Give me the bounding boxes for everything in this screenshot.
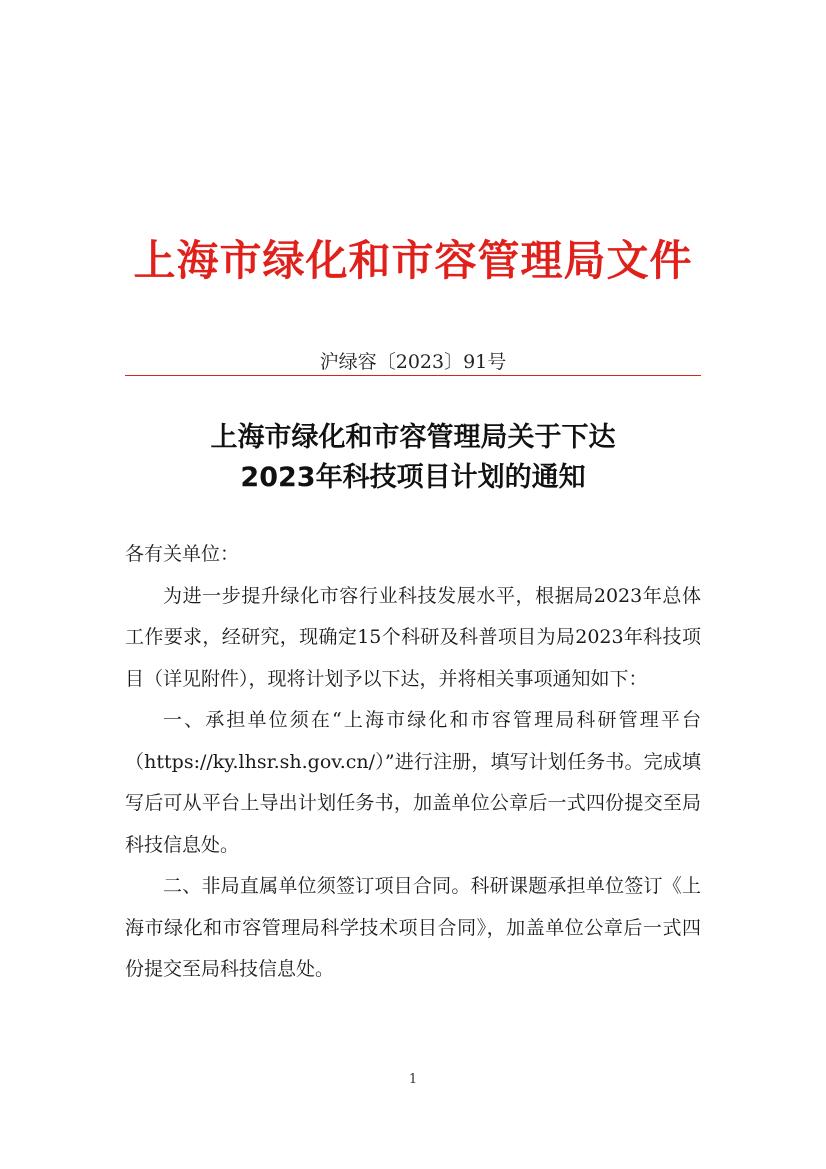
salutation: 各有关单位： [125,543,240,565]
paragraph-intro: 为进一步提升绿化市容行业科技发展水平，根据局2023年总体工作要求，经研究，现确定15个科研及科普项目为局2023年科技项目（详见附件），现将计划予以下达，并将相关事项通知如下： [125,584,701,690]
notice-body [125,534,701,991]
notice-title [0,418,826,498]
document-header-title: 上海市绿化和市容管理局文件 [133,236,693,285]
paragraph-item-2: 二、非局直属单位须签订项目合同。科研课题承担单位签订《上海市绿化和市容管理局科学技术项目合同》，加盖单位公章后一式四份提交至局科技信息处。 [125,875,701,980]
notice-title-line-2: 2023年科技项目计划的通知 [240,462,586,493]
document-number: 沪绿容〔2023〕91号 [319,351,507,373]
page-number: 1 [408,1072,418,1087]
notice-title-line-1: 上海市绿化和市容管理局关于下达 [210,422,616,453]
paragraph-item-1: 一、承担单位须在“上海市绿化和市容管理局科研管理平台 （https://ky.lhsr.sh.gov.cn/）”进行注册，填写计划任务书。完成填写后可从平台上导出计划任务书，加盖单位公章后一式四份提交至局科技信息处。 [125,709,701,856]
red-divider-line [125,375,701,376]
